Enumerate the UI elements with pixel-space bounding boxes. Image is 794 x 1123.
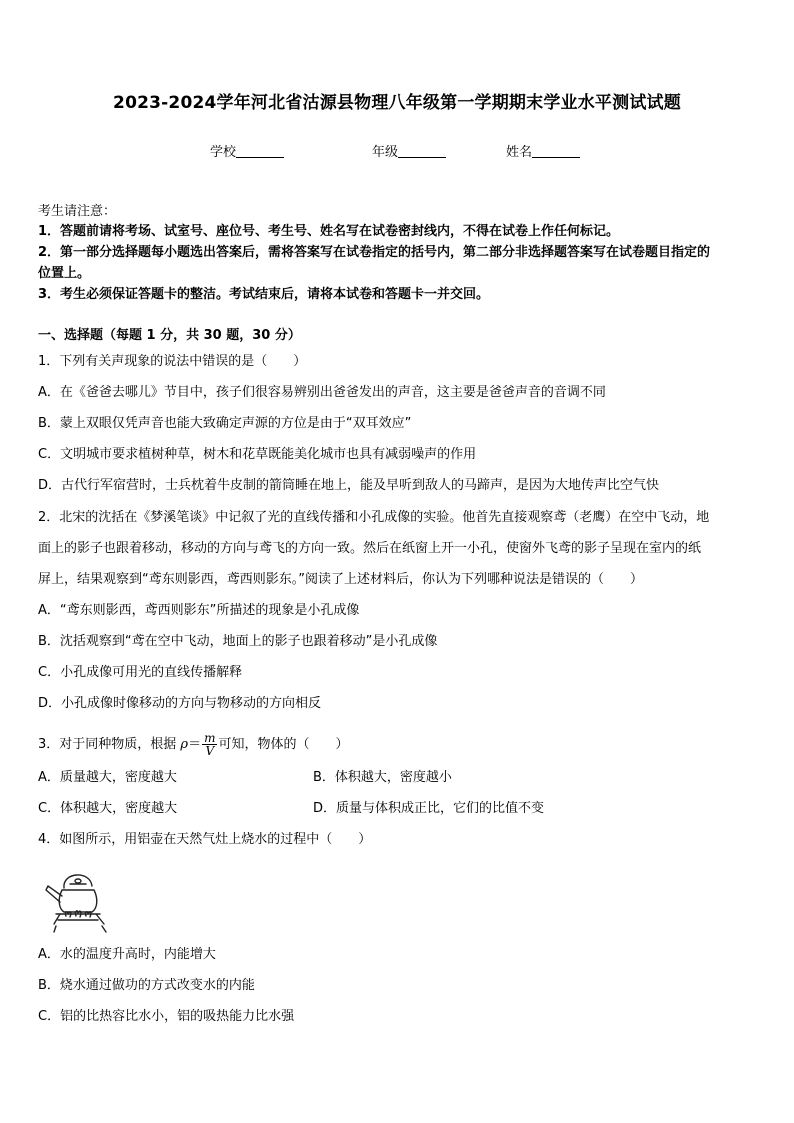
school-field	[210, 141, 284, 160]
q1-option-a: A．在《爸爸去哪儿》节目中，孩子们很容易辨别出爸爸发出的声音，这主要是爸爸声音的音调不同	[38, 385, 606, 400]
notice-item-2: 2．第一部分选择题每小题选出答案后，需将答案写在试卷指定的括号内，第二部分非选择题答案写在试卷题目指定的	[38, 245, 711, 260]
q2-option-d: D．小孔成像时像移动的方向与物移动的方向相反	[38, 696, 322, 711]
q3-stem	[38, 732, 349, 757]
kettle-on-stove-figure	[40, 864, 120, 936]
notice-item-1: 1．答题前请将考场、试室号、座位号、考生号、姓名写在试卷密封线内，不得在试卷上作任何标记。	[38, 224, 620, 239]
q1-option-c: C．文明城市要求植树种草，树木和花草既能美化城市也具有减弱噪声的作用	[38, 447, 477, 462]
q2-option-a: A．“鸢东则影西，鸢西则影东”所描述的现象是小孔成像	[38, 603, 360, 618]
name-blank	[532, 145, 580, 158]
section-heading: 一、选择题（每题 1 分，共 30 题，30 分）	[38, 328, 301, 343]
q4-stem: 4．如图所示，用铝壶在天然气灶上烧水的过程中（ ）	[38, 832, 372, 847]
q2-option-c: C．小孔成像可用光的直线传播解释	[38, 665, 243, 680]
density-fraction	[202, 732, 217, 757]
q1-option-b: B．蒙上双眼仅凭声音也能大致确定声源的方位是由于“双耳效应”	[38, 416, 412, 431]
grade-blank	[398, 145, 446, 158]
name-label: 姓名	[506, 145, 533, 160]
notice-item-2-cont: 位置上。	[38, 266, 91, 281]
q4-option-b: B．烧水通过做功的方式改变水的内能	[38, 978, 255, 993]
q3-option-c: C．体积越大，密度越大	[38, 801, 178, 816]
notice-item-3: 3．考生必须保证答题卡的整洁。考试结束后，请将本试卷和答题卡一并交回。	[38, 287, 490, 302]
q4-option-a: A．水的温度升高时，内能增大	[38, 947, 216, 962]
equals-sign: ＝	[188, 737, 202, 752]
q3-option-d: D．质量与体积成正比，它们的比值不变	[313, 801, 545, 816]
q4-option-c: C．铝的比热容比水小，铝的吸热能力比水强	[38, 1009, 295, 1024]
grade-label: 年级	[372, 145, 399, 160]
q2-stem-line2: 面上的影子也跟着移动，移动的方向与鸢飞的方向一致。然后在纸窗上开一小孔，使窗外飞鸢的影子呈现在室内的纸	[38, 541, 702, 556]
name-field	[506, 141, 580, 160]
q2-option-b: B．沈括观察到“鸢在空中飞动，地面上的影子也跟着移动”是小孔成像	[38, 634, 438, 649]
q2-stem-line1: 2．北宋的沈括在《梦溪笔谈》中记叙了光的直线传播和小孔成像的实验。他首先直接观察鸢（老鹰）在空中飞动，地	[38, 510, 710, 525]
q1-stem: 1．下列有关声现象的说法中错误的是（ ）	[38, 354, 307, 369]
q3-option-a: A．质量越大，密度越大	[38, 770, 177, 785]
q3-option-b: B．体积越大，密度越小	[313, 770, 452, 785]
q3-stem-pre: 3．对于同种物质，根据	[38, 737, 177, 752]
notice-heading: 考生请注意：	[38, 204, 117, 219]
page-title: 2023-2024学年河北省沽源县物理八年级第一学期期末学业水平测试试题	[113, 93, 681, 113]
fraction-denominator: V	[205, 744, 215, 758]
rho-symbol: ρ	[180, 737, 189, 752]
fraction-numerator: m	[204, 731, 216, 745]
school-label: 学校	[210, 145, 237, 160]
grade-field	[372, 141, 446, 160]
school-blank	[236, 145, 284, 158]
q1-option-d: D．古代行军宿营时，士兵枕着牛皮制的箭筒睡在地上，能及早听到敌人的马蹄声，是因为大地传声比空气快	[38, 478, 660, 493]
q2-stem-line3: 屏上，结果观察到“鸢东则影西，鸢西则影东。”阅读了上述材料后，你认为下列哪种说法是错误的（ ）	[38, 572, 643, 587]
q3-stem-post: 可知，物体的（ ）	[218, 737, 349, 752]
